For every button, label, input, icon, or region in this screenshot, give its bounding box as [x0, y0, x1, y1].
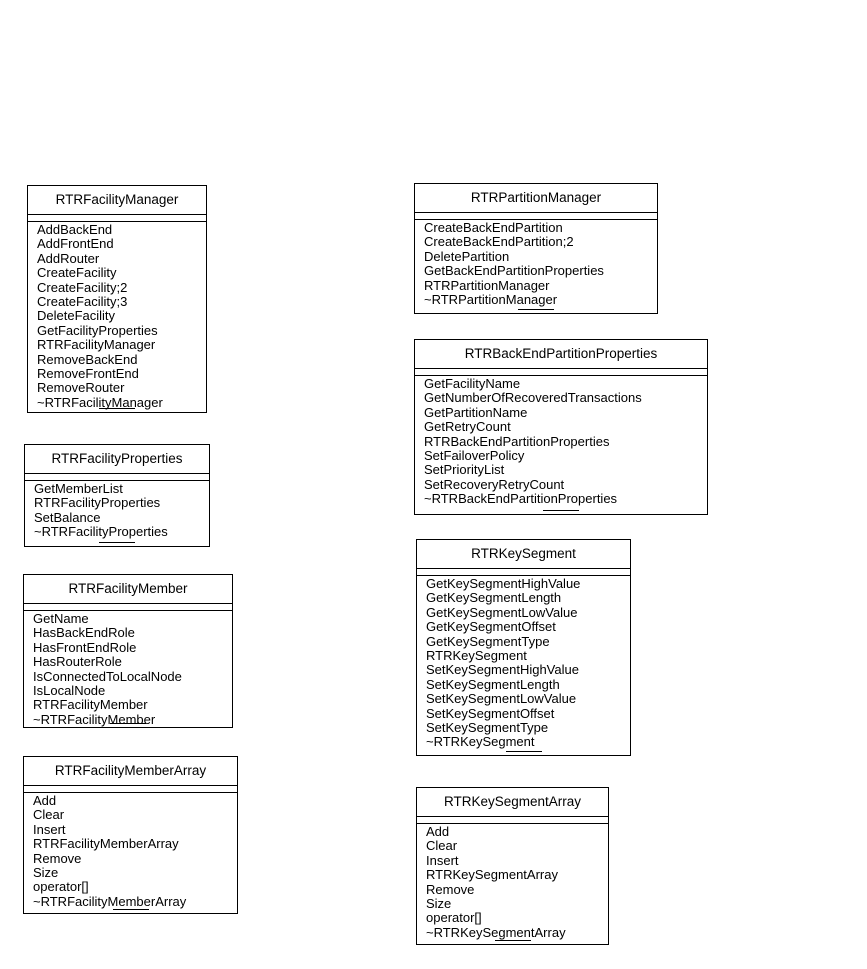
destructor-underline	[518, 309, 554, 310]
method-row: DeleteFacility	[37, 309, 116, 324]
destructor-underline	[99, 542, 135, 543]
destructor-underline	[110, 723, 146, 724]
method-row: RemoveFrontEnd	[37, 367, 139, 382]
destructor-underline	[543, 510, 579, 511]
method-row: AddRouter	[37, 251, 100, 266]
method-row: Add	[33, 794, 57, 808]
method-row: Size	[33, 866, 59, 881]
method-row: ~RTRFacilityManager	[37, 395, 163, 410]
method-row: HasBackEndRole	[33, 626, 135, 641]
class-attributes-compartment	[415, 369, 707, 376]
class-attributes-compartment	[415, 213, 657, 220]
method-row: GetMemberList	[34, 482, 123, 496]
method-row: SetFailoverPolicy	[424, 449, 525, 464]
method-row: AddBackEnd	[37, 223, 113, 237]
method-row: SetBalance	[34, 510, 101, 525]
method-row: CreateBackEndPartition	[424, 221, 563, 235]
class-methods-compartment	[24, 611, 232, 727]
method-row: GetPartitionName	[424, 405, 528, 420]
method-row: operator[]	[426, 911, 482, 926]
class-attributes-compartment	[24, 786, 237, 793]
method-row: IsLocalNode	[33, 684, 106, 699]
class-attributes-compartment	[25, 474, 209, 481]
class-box-RTRPartitionManager[interactable]	[414, 183, 658, 314]
method-row: HasRouterRole	[33, 655, 122, 670]
method-row: Insert	[33, 822, 66, 837]
method-row: operator[]	[33, 880, 89, 895]
method-row: RTRFacilityMember	[33, 698, 148, 713]
method-row: GetFacilityName	[424, 377, 521, 391]
destructor-underline	[113, 909, 149, 910]
class-name: RTRKeySegmentArray	[417, 788, 608, 817]
method-row: GetKeySegmentLowValue	[426, 605, 578, 620]
method-row: RTRBackEndPartitionProperties	[424, 434, 610, 449]
method-row: RemoveRouter	[37, 381, 125, 396]
method-row: RemoveBackEnd	[37, 352, 138, 367]
method-row: GetName	[33, 612, 89, 626]
class-name: RTRFacilityManager	[28, 186, 206, 215]
class-methods-compartment	[28, 222, 206, 410]
method-row: SetKeySegmentHighValue	[426, 663, 579, 678]
class-methods-compartment	[415, 376, 707, 507]
destructor-underline	[495, 940, 531, 941]
method-row: DeletePartition	[424, 249, 510, 264]
method-row: SetKeySegmentType	[426, 721, 549, 736]
method-row: SetKeySegmentLowValue	[426, 692, 577, 707]
method-row: AddFrontEnd	[37, 237, 114, 252]
method-row: ~RTRKeySegment	[426, 735, 535, 750]
method-row: Remove	[33, 851, 82, 866]
class-methods-compartment	[417, 576, 630, 750]
class-box-RTRFacilityProperties[interactable]	[24, 444, 210, 547]
class-name: RTRKeySegment	[417, 540, 630, 569]
method-row: SetRecoveryRetryCount	[424, 477, 565, 492]
method-row: SetKeySegmentLength	[426, 677, 560, 692]
method-row: Size	[426, 897, 452, 912]
class-box-RTRFacilityManager[interactable]	[27, 185, 207, 413]
class-methods-compartment	[415, 220, 657, 307]
method-row: RTRPartitionManager	[424, 278, 550, 293]
method-row: CreateFacility	[37, 266, 117, 281]
method-row: RTRFacilityProperties	[34, 496, 161, 511]
class-name: RTRBackEndPartitionProperties	[415, 340, 707, 369]
destructor-underline	[506, 751, 542, 752]
class-name: RTRFacilityProperties	[25, 445, 209, 474]
class-box-RTRFacilityMember[interactable]	[23, 574, 233, 728]
method-row: CreateFacility;2	[37, 280, 128, 295]
destructor-underline	[99, 408, 135, 409]
method-row: RTRFacilityMemberArray	[33, 837, 179, 852]
class-name: RTRPartitionManager	[415, 184, 657, 213]
method-row: GetKeySegmentOffset	[426, 620, 556, 635]
method-row: GetRetryCount	[424, 420, 511, 435]
class-box-RTRFacilityMemberArray[interactable]	[23, 756, 238, 914]
method-row: ~RTRFacilityProperties	[34, 525, 168, 540]
method-row: Remove	[426, 882, 475, 897]
method-row: CreateBackEndPartition;2	[424, 235, 574, 250]
method-row: ~RTRFacilityMember	[33, 712, 156, 727]
method-row: SetKeySegmentOffset	[426, 706, 555, 721]
method-row: GetKeySegmentType	[426, 634, 550, 649]
method-row: Insert	[426, 853, 459, 868]
class-attributes-compartment	[24, 604, 232, 611]
method-row: Add	[426, 825, 450, 839]
method-row: HasFrontEndRole	[33, 640, 137, 655]
class-methods-compartment	[417, 824, 608, 940]
method-row: Clear	[426, 839, 458, 854]
class-name: RTRFacilityMemberArray	[24, 757, 237, 786]
class-methods-compartment	[24, 793, 237, 909]
class-attributes-compartment	[417, 569, 630, 576]
method-row: ~RTRFacilityMemberArray	[33, 894, 187, 909]
class-name: RTRFacilityMember	[24, 575, 232, 604]
class-box-RTRKeySegment[interactable]	[416, 539, 631, 756]
method-row: RTRKeySegmentArray	[426, 868, 558, 883]
class-attributes-compartment	[417, 817, 608, 824]
method-row: GetNumberOfRecoveredTransactions	[424, 391, 642, 406]
method-row: GetKeySegmentHighValue	[426, 577, 581, 591]
method-row: GetFacilityProperties	[37, 323, 158, 338]
class-box-RTRBackEndPartitionProperties[interactable]	[414, 339, 708, 515]
method-row: GetBackEndPartitionProperties	[424, 264, 604, 279]
method-row: RTRFacilityManager	[37, 338, 156, 353]
class-methods-compartment	[25, 481, 209, 540]
method-row: ~RTRKeySegmentArray	[426, 925, 566, 940]
method-row: Clear	[33, 808, 65, 823]
method-row: GetKeySegmentLength	[426, 591, 562, 606]
method-row: ~RTRPartitionManager	[424, 293, 558, 308]
method-row: ~RTRBackEndPartitionProperties	[424, 492, 618, 507]
method-row: SetPriorityList	[424, 463, 505, 478]
class-box-RTRKeySegmentArray[interactable]	[416, 787, 609, 945]
method-row: RTRKeySegment	[426, 649, 527, 664]
class-attributes-compartment	[28, 215, 206, 222]
method-row: IsConnectedToLocalNode	[33, 669, 182, 684]
method-row: CreateFacility;3	[37, 295, 128, 310]
